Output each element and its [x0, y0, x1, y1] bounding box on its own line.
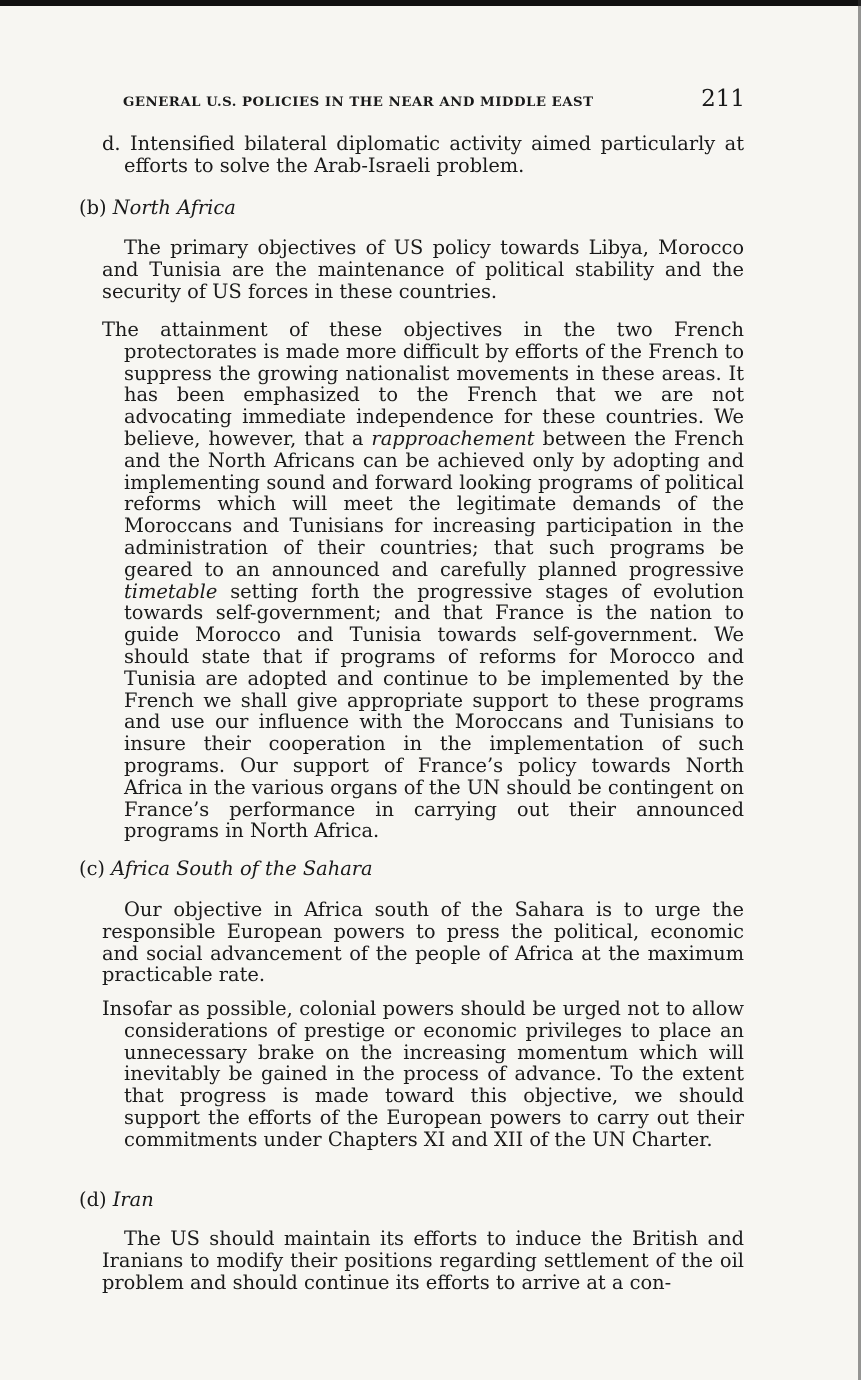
- list-item-d: d. Intensified bilateral diplomatic activity aimed particularly at efforts to solve the Arab-Israeli problem.: [102, 132, 744, 177]
- emphasis-text: timetable: [124, 579, 218, 603]
- paragraph: [0, 319, 744, 842]
- paragraph-text: The attainment of these objectives in the two French protectorates is made more difficult by efforts of the French to suppress the growing nationalist movements in these areas. It has been emphasized to the French that we are not advocating immediate independence for these countries. We believe, however, that a: [102, 318, 744, 450]
- running-head: [123, 86, 745, 116]
- section-marker: (b): [79, 196, 107, 219]
- section-heading-iran: [79, 1189, 154, 1211]
- emphasis-text: rapproachement: [371, 426, 535, 450]
- paragraph: The primary objectives of US policy towards Libya, Morocco and Tunisia are the maintenance of political stability and the security of US forces in these countries.: [102, 236, 744, 303]
- paragraph-text: setting forth the progressive stages of evolution towards self-government; and that France is the nation to guide Morocco and Tunisia towards self-government. We should state that if programs of reforms for Morocco and Tunisia are adopted and continue to be implemented by the French we shall give appropriate support to these programs and use our influence with the Moroccans and Tunisians to insure their cooperation in the implementation of such programs. Our support of France’s policy towards North Africa in the various organs of the UN should be contingent on France’s performance in carrying out their announced programs in North Africa.: [124, 579, 744, 843]
- section-title: Africa South of the Sahara: [111, 857, 373, 880]
- page-number: 211: [701, 86, 745, 112]
- top-border-rule: [0, 0, 861, 6]
- section-title: Iran: [112, 1188, 154, 1211]
- section-marker: (d): [79, 1188, 107, 1211]
- section-heading-africa-south: [79, 858, 373, 880]
- section-title: North Africa: [112, 196, 236, 219]
- paragraph-text: between the French and the North Africans can be achieved only by adopting and implementing sound and forward looking programs of political reforms which will meet the legitimate demands of the Moroccans and Tunisians for increasing participation in the administration of their countries; that such programs be geared to an announced and carefully planned progressive: [124, 426, 744, 581]
- section-marker: (c): [79, 857, 105, 880]
- paragraph: Insofar as possible, colonial powers should be urged not to allow considerations of prestige or economic privileges to place an unnecessary brake on the increasing momentum which will inevitably be gained in the process of advance. To the extent that progress is made toward this objective, we should support the efforts of the European powers to carry out their commitments under Chapters XI and XII of the UN Charter.: [102, 997, 744, 1151]
- paragraph: Our objective in Africa south of the Sahara is to urge the responsible European powers to press the political, economic and social advancement of the people of Africa at the maximum practicable rate.: [102, 898, 744, 987]
- running-head-title: GENERAL U.S. POLICIES IN THE NEAR AND MIDDLE EAST: [123, 95, 594, 110]
- section-heading-north-africa: [79, 197, 236, 219]
- paragraph: The US should maintain its efforts to induce the British and Iranians to modify their positions regarding settlement of the oil problem and should continue its efforts to arrive at a con-: [102, 1227, 744, 1294]
